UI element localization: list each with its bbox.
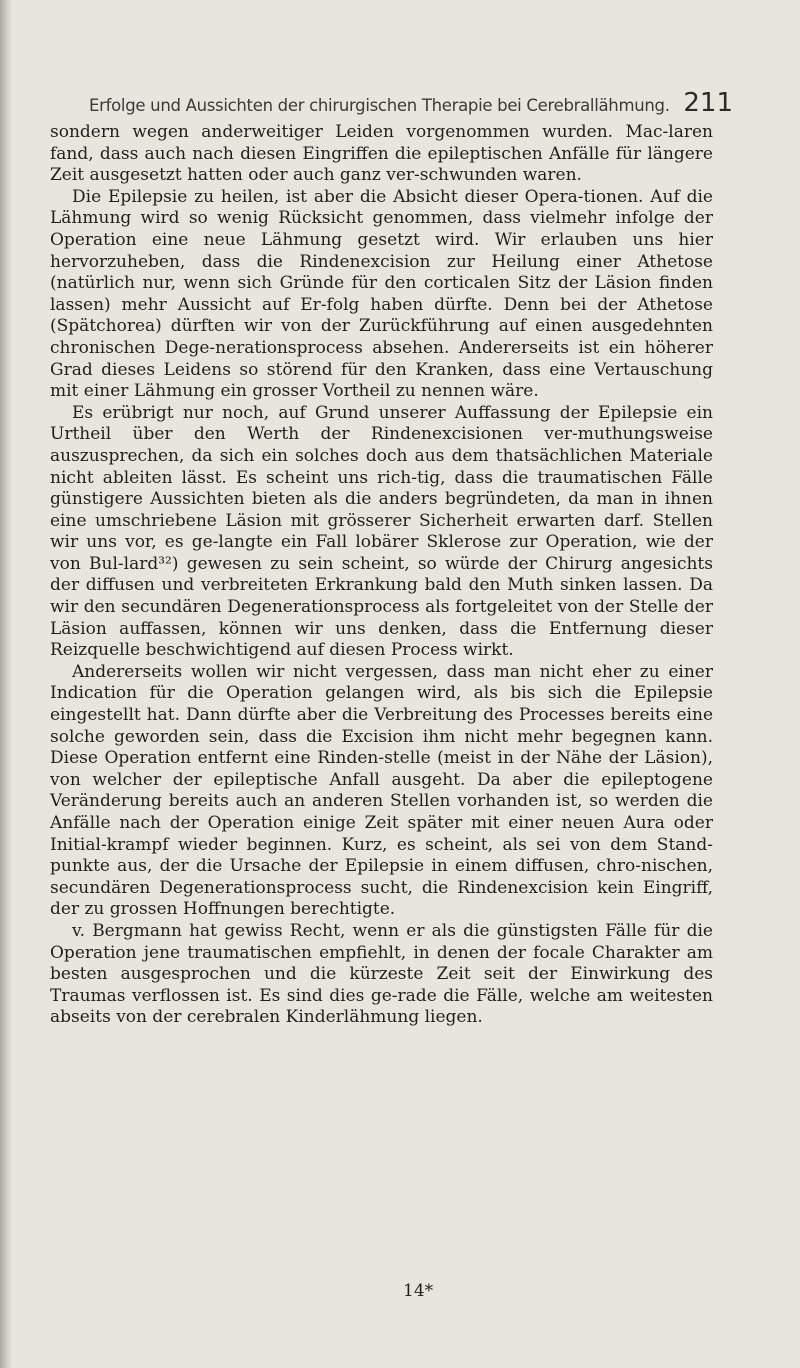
page-number: 211 <box>683 88 733 118</box>
book-gutter-shadow <box>0 0 12 1368</box>
body-text <box>50 122 713 1029</box>
paragraph: sondern wegen anderweitiger Leiden vorgenommen wurden. Mac-laren fand, dass auch nach diesen Eingriffen die epileptischen Anfälle für längere Zeit ausgesetzt hatten oder auch ganz ver-schwunden waren. <box>50 122 713 186</box>
page-header <box>89 88 733 118</box>
signature-mark: 14* <box>403 1281 434 1301</box>
paragraph: Es erübrigt nur noch, auf Grund unserer Auffassung der Epilepsie ein Urtheil über den Werth der Rindenexcisionen ver-muthungsweise auszusprechen, da sich ein solches doch aus dem thatsächlichen Materiale nicht ableiten lässt. Es scheint uns rich-tig, dass die traumatischen Fälle günstigere Aussichten bieten als die anders begründeten, da man in ihnen eine umschriebene Läsion mit grösserer Sicherheit erwarten darf. Stellen wir uns vor, es ge-langte ein Fall lobärer Sklerose zur Operation, wie der von Bul-lard³²) gewesen zu sein scheint, so würde der Chirurg angesichts der diffusen und verbreiteten Erkrankung bald den Muth sinken lassen. Da wir den secundären Degenerationsprocess als fortgeleitet von der Stelle der Läsion auffassen, können wir uns denken, dass die Entfernung dieser Reizquelle beschwichtigend auf diesen Process wirkt. <box>50 402 713 661</box>
paragraph: Die Epilepsie zu heilen, ist aber die Absicht dieser Opera-tionen. Auf die Lähmung wird so wenig Rücksicht genommen, dass vielmehr infolge der Operation eine neue Lähmung gesetzt wird. Wir erlauben uns hier hervorzuheben, dass die Rindenexcision zur Heilung einer Athetose (natürlich nur, wenn sich Gründe für den corticalen Sitz der Läsion finden lassen) mehr Aussicht auf Er-folg haben dürfte. Denn bei der Athetose (Spätchorea) dürften wir von der Zurückführung auf einen ausgedehnten chronischen Dege-nerationsprocess absehen. Andererseits ist ein höherer Grad dieses Leidens so störend für den Kranken, dass eine Vertauschung mit einer Lähmung ein grosser Vortheil zu nennen wäre. <box>50 186 713 402</box>
paragraph: Andererseits wollen wir nicht vergessen, dass man nicht eher zu einer Indication für die Operation gelangen wird, als bis sich die Epilepsie eingestellt hat. Dann dürfte aber die Verbreitung des Processes bereits eine solche geworden sein, dass die Excision ihm nicht mehr begegnen kann. Diese Operation entfernt eine Rinden-stelle (meist in der Nähe der Läsion), von welcher der epileptische Anfall ausgeht. Da aber die epileptogene Veränderung bereits auch an anderen Stellen vorhanden ist, so werden die Anfälle nach der Operation einige Zeit später mit einer neuen Aura oder Initial-krampf wieder beginnen. Kurz, es scheint, als sei von dem Stand-punkte aus, der die Ursache der Epilepsie in einem diffusen, chro-nischen, secundären Degenerationsprocess sucht, die Rindenexcision kein Eingriff, der zu grossen Hoffnungen berechtigte. <box>50 661 713 920</box>
paragraph: v. Bergmann hat gewiss Recht, wenn er als die günstigsten Fälle für die Operation jene traumatischen empfiehlt, in denen der focale Charakter am besten ausgesprochen und die kürzeste Zeit seit der Einwirkung des Traumas verflossen ist. Es sind dies ge-rade die Fälle, welche am weitesten abseits von der cerebralen Kinderlähmung liegen. <box>50 920 713 1028</box>
running-title: Erfolge und Aussichten der chirurgischen Therapie bei Cerebrallähmung. <box>89 96 670 115</box>
